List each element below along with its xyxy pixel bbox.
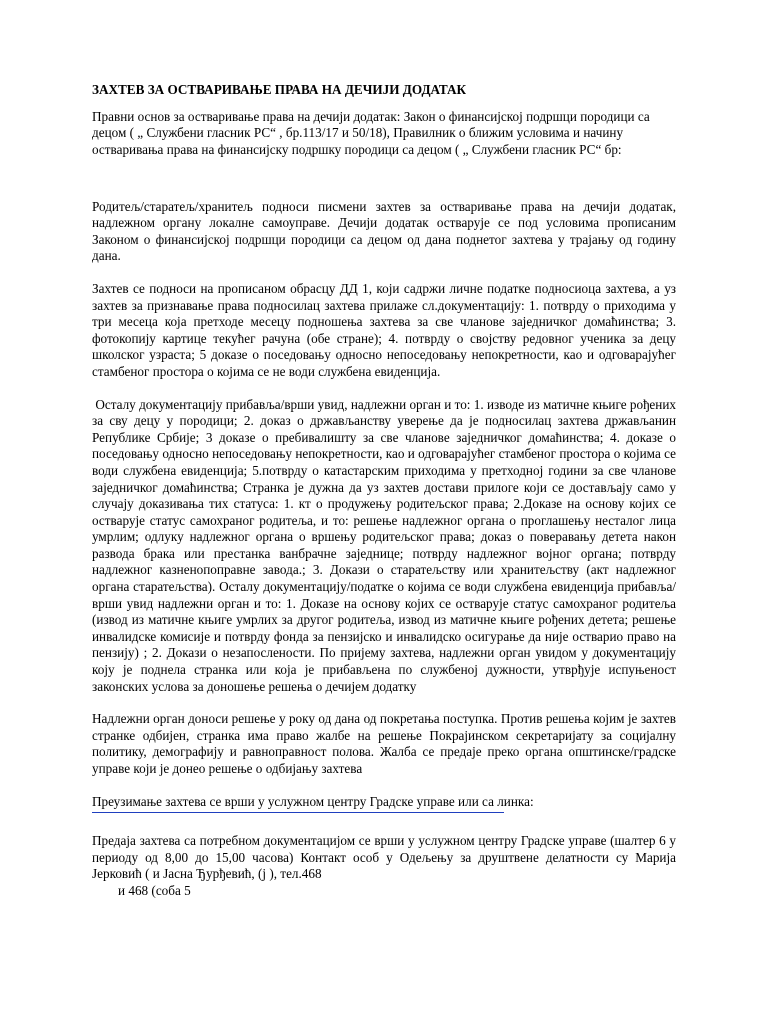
submission-contact-phone: и 468 (соба 5 bbox=[118, 882, 191, 898]
legal-basis-paragraph: Правни основ за остваривање права на дечији додатак: Закон о финансијској подршци породици са децом ( „ Службени гласник РС“ , бр.113/17 и 50/18), Правилник о ближим условима и начину остваривања права на финансијску подршку породици са децом ( „ Службени гласник РС“ бр: bbox=[92, 108, 650, 157]
paragraph-submission-documents: Захтев се подноси на прописаном обрасцу ДД 1, који садржи личне податке подносиоца захтева, а уз захтев за признавање права подносилац захтева прилаже сл.документацију: 1. потврду о приходима у три месеца која претходе месецу подношења захтева за све чланове заједничког домаћинства; 3. фотокопију картице текућег рачуна (обе стране); 4. потврду о својству редовног ученика за децу школског узраста; 5 доказе о поседовању односно непоседовању непокретности, као и одговарајућег стамбеног простора о којима се не води службена евиденција. bbox=[92, 280, 676, 379]
paragraph-form-download bbox=[92, 794, 676, 814]
form-download-text: Преузимање захтева се врши у услужном центру Градске управе или са линка: bbox=[92, 793, 534, 809]
paragraph-applicant: Родитељ/старатељ/хранитељ подноси писмени захтев за остваривање права на дечији додатак, надлежном органу локалне самоуправе. Дечији додатак остварује се под условима прописаним Законом о финансијској подршци породици са децом од дана поднетог захтева у трајању од годину дана. bbox=[92, 198, 676, 264]
paragraph-submission-contact bbox=[92, 833, 676, 899]
document-title: ЗАХТЕВ ЗА ОСТВАРИВАЊЕ ПРАВА НА ДЕЧИЈИ ДОДАТАК bbox=[92, 82, 467, 97]
paragraph-decision-appeal: Надлежни орган доноси решење у року од дана од покретања поступка. Против решења којим је захтев странке одбијен, странка има право жалбе на решење Покрајинском секретаријату за социјалну политику, демографију и равноправност полова. Жалба се предаје преко органа општинске/градске управе који је донео решење о одбијању захтева bbox=[92, 711, 676, 776]
paragraph-other-documents: Осталу документацију прибавља/врши увид, надлежни орган и то: 1. изводе из матичне књиге рођених за сву децу у породици; 2. доказ о држављанству уверење да је подносилац захтева држављанин Републике Србије; 3 доказе о пребивалишту за све чланове заједничког домаћинства; 4. доказе о поседовању односно непоседовању непокретности, као и одговарајућег стамбеног простора о којима се води службена евиденција; 5.потврду о катастарским приходима у претходној години за све чланове заједничког домаћинства; Странка је дужна да уз захтев достави прилоге који се достављају само у случају доказивања тих статуса: 1. кт о продужењу родитељског права; 2.Доказе на основу којих се остварује статус самохраног родитеља, и то: решење надлежног органа о проглашењу несталог лица умрлим; одлуку надлежног органа о вршењу родитељског права; доказ о поверавању детета након развода брака или престанка ванбрачне заједнице; потврду надлежног војног органа; потврду надлежног казненопоправне завода.; 3. Докази о старатељству или хранитељству (акт надлежног органа старатељства). Осталу документацију/податке о којима се води службена евиденција прибавља/врши увид надлежни орган и то: 1. Доказе на основу којих се остварује статус самохраног родитеља (извод из матичне књиге умрлих за другог родитеља, извод из матичне књиге рођених детета; решење инвалидске комисије и потврду фонда за пензијско и инвалидско осигурање да није остварио право на пензију) ; 2. Докази о незапослености. По пријему захтева, надлежни орган увидом у документацију коју је поднела странка или која је прибављена по службеној дужности, утврђује испуњеност законских услова за доношење решења о дечијем додатку bbox=[92, 396, 676, 694]
download-link-underline[interactable] bbox=[92, 812, 504, 813]
document-page bbox=[92, 82, 676, 900]
submission-contact-text: Предаја захтева са потребном документацијом се врши у услужном центру Градске управе (шалтер 6 у периоду од 8,00 до 15,00 часова) Контакт особ у Одељењу за друштвене делатности су Марија Јерковић ( и Јасна Ђурђевић, (ј ), тел.468 bbox=[92, 833, 676, 882]
